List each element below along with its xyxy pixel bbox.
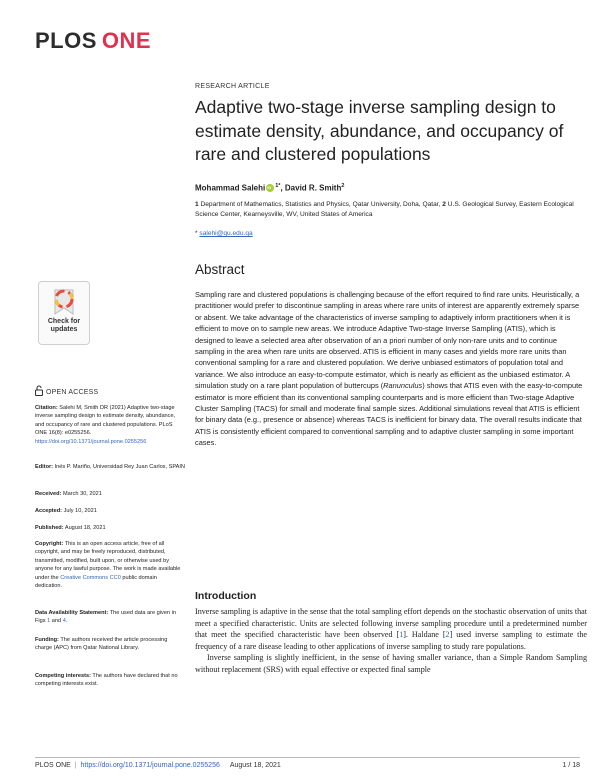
meta-label: Received:	[35, 491, 62, 497]
meta-text: March 30, 2021	[61, 491, 102, 497]
footer-doi-link[interactable]: https://doi.org/10.1371/journal.pone.0255256	[80, 762, 220, 769]
affiliation-text: U.S. Geological Survey, Eastern Ecological Science Center, Kearneysville, WV, United States of America	[195, 201, 574, 218]
funding-block	[35, 636, 185, 653]
competing-interests-block	[35, 672, 185, 689]
meta-label: Published:	[35, 525, 64, 531]
author-name: David R. Smith	[284, 183, 342, 193]
meta-text: and	[50, 618, 63, 625]
email-link[interactable]: salehi@qu.edu.qa	[199, 230, 253, 237]
footer-separator: |	[74, 762, 77, 769]
abstract-italic: Ranunculus	[383, 381, 423, 391]
meta-text: The authors have declared that no competing interests exist.	[35, 673, 178, 688]
author-separator: ,	[280, 183, 285, 193]
meta-label: Funding:	[35, 637, 59, 643]
received-block	[35, 490, 185, 498]
article-type: RESEARCH ARTICLE	[195, 83, 270, 90]
footer-journal: PLOS ONE	[35, 762, 71, 769]
meta-text: .	[65, 618, 68, 625]
bookmark-icon	[52, 288, 76, 316]
author-list	[195, 183, 344, 193]
page-footer	[35, 762, 281, 769]
affiliation-text: Department of Mathematics, Statistics and Physics, Qatar University, Doha, Qatar,	[198, 201, 443, 208]
copyright-block	[35, 540, 185, 590]
meta-label: Data Availability Statement:	[35, 610, 109, 616]
intro-paragraph	[195, 606, 587, 652]
abstract-heading: Abstract	[195, 262, 245, 277]
author-name: Mohammad Salehi	[195, 183, 266, 193]
meta-text: public domain dedication.	[35, 574, 157, 590]
accepted-block	[35, 507, 185, 515]
meta-text: This is an open access article, free of all copyright, and may be freely reproduced, distributed, transmitted, modified, built upon, or otherwise used by anyone for any lawful purpose. The work is made available under the	[35, 541, 181, 581]
intro-text: Inverse sampling is adaptive in the sense that the total sampling effort depends on the stochastic observation of units that meet a specified characteristic. Units are selected following inverse sampling procedure until a predetermined number that meet the specified characteristic have been observed [	[195, 607, 587, 640]
open-access-label	[35, 385, 98, 396]
journal-logo-plos: PLOS	[35, 28, 97, 53]
editor-block	[35, 463, 185, 471]
meta-text: Salehi M, Smith DR (2021) Adaptive two-stage inverse sampling design to estimate density, abundance, and occupancy of rare and clustered populations. PLoS ONE 16(8): e0255256.	[35, 405, 176, 437]
footer-divider	[35, 757, 580, 758]
open-access-text: OPEN ACCESS	[46, 389, 99, 396]
abstract-part: ) shows that ATIS even with the easy-to-compute estimator is more efficient than its conventional sampling counterparts and is more efficient than Two-stage Adaptive Cluster Sampling (TACS) for small and moderate final sample sizes. Additional simulations reveal that ATIS is efficient for binary data (e.g., presence or absence) whereas TACS is inefficient for binary data. The overall results indicate that ATIS is consistently efficient compared to conventional sampling and to adaptive cluster sampling in some important cases.	[195, 381, 583, 448]
figure-link[interactable]: 4	[62, 618, 66, 625]
meta-label: Citation:	[35, 405, 58, 411]
license-link[interactable]: Creative Commons CC0	[60, 574, 121, 581]
published-block	[35, 524, 185, 532]
introduction-body	[195, 606, 587, 676]
meta-label: Copyright:	[35, 541, 64, 547]
orcid-icon[interactable]	[266, 184, 274, 192]
author-superscript: 2	[341, 183, 345, 189]
check-updates-line: updates	[50, 326, 78, 333]
check-updates-line: Check for	[47, 318, 81, 325]
article-title: Adaptive two-stage inverse sampling design to estimate density, abundance, and occupancy of rare and clustered populations	[195, 97, 564, 164]
reference-link[interactable]: 1	[399, 630, 404, 640]
data-availability-block	[35, 609, 185, 626]
affiliation-number: 1	[195, 201, 199, 208]
citation-block	[35, 404, 185, 446]
meta-label: Editor:	[35, 464, 54, 470]
reference-link[interactable]: 2	[445, 630, 450, 640]
meta-text: The used data are given in Figs	[35, 610, 176, 625]
meta-text: July 10, 2021	[62, 508, 97, 514]
email-star: *	[195, 230, 200, 237]
meta-label: Competing interests:	[35, 673, 91, 679]
author-superscript: 1*	[275, 183, 281, 189]
check-for-updates-badge[interactable]	[38, 281, 90, 345]
intro-paragraph: Inverse sampling is slightly inefficient, in the sense of having smaller variance, than a Simple Random Sampling without replacement (SRS) with equal effective or expected final sample	[195, 653, 587, 674]
meta-text: The authors received the article processing charge (APC) from Qatar National Library.	[35, 637, 168, 652]
intro-text: ] used inverse sampling to estimate the frequency of a rare disease leading to other applications of inverse sampling to study rare populations.	[195, 630, 587, 651]
meta-text: Inés P. Mariño, Universidad Rey Juan Carlos, SPAIN	[53, 464, 185, 470]
intro-text: ]. Haldane [	[403, 630, 446, 640]
figure-link[interactable]: 1	[47, 618, 51, 625]
abstract-text	[195, 289, 587, 449]
journal-logo	[35, 28, 151, 54]
open-lock-icon	[35, 385, 43, 396]
abstract-part: Sampling rare and clustered populations is challenging because of the effort required to find rare units. Heuristically, a practitioner would prefer to discontinue sampling in areas where rare units of interest are apparently extremely sparse or absent. We take advantage of the characteristics of inverse sampling to adaptively inform practitioners when it is efficient to move on to sample new areas. We introduce Adaptive Two-stage Inverse Sampling (ATIS), which is designed to leave a selected area after observation of an a priori number of only non-rare units and to continue sampling in the area when rare units are observed. ATIS is efficient in many cases and yields more rare units than conventional sampling for a rare and clustered population. We derive unbiased estimators of population total and variance. We also introduce an easy-to-compute estimator, which is nearly as efficient as the unbiased estimator. A simulation study on a rare plant population of buttercups (	[195, 290, 580, 391]
introduction-heading: Introduction	[195, 590, 257, 602]
affiliation-number: 2	[442, 201, 446, 208]
footer-date: August 18, 2021	[229, 762, 281, 769]
affiliations	[195, 200, 590, 220]
citation-doi-link[interactable]: https://doi.org/10.1371/journal.pone.0255256	[35, 438, 147, 445]
meta-text: August 18, 2021	[63, 525, 106, 531]
page-number: 1 / 18	[562, 762, 580, 769]
journal-logo-one: ONE	[101, 28, 152, 53]
corresponding-email	[195, 230, 253, 237]
meta-label: Accepted:	[35, 508, 63, 514]
